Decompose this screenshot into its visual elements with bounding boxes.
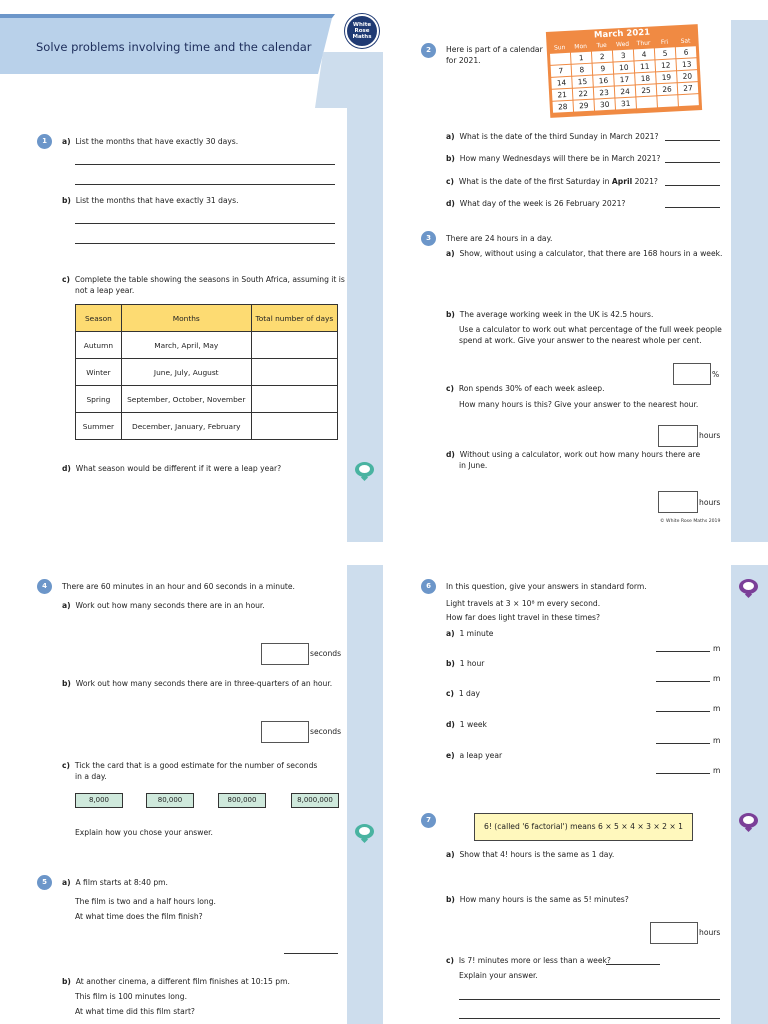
calendar-date-cell: 10 [614, 61, 635, 73]
thinking-bubble-icon [739, 579, 758, 594]
q3c [446, 383, 605, 394]
question-text: The average working week in the UK is 42.5 hours. [459, 310, 654, 319]
unit-label: seconds [310, 727, 342, 736]
calendar-date-cell: 3 [613, 50, 634, 62]
calendar-date-cell: 16 [593, 75, 614, 87]
calendar-date-cell: 30 [594, 99, 615, 111]
part-label: c) [446, 384, 454, 393]
discussion-bubble-icon [355, 462, 374, 477]
unit-label: seconds [310, 649, 342, 658]
answer-line[interactable] [284, 953, 338, 954]
part-label: a) [446, 850, 455, 859]
question-text: Explain your answer. [459, 971, 538, 980]
question-text: This film is 100 minutes long. [75, 992, 187, 1001]
table-cell: September, October, November [121, 386, 251, 413]
part-label: b) [62, 977, 71, 986]
calendar-day-header: Sun [553, 44, 566, 52]
question-text: in a day. [75, 772, 107, 781]
q1d [62, 463, 281, 474]
question-text: Is 7! minutes more or less than a week? [458, 956, 611, 965]
calendar-date-cell: 22 [573, 88, 594, 100]
part-label: a) [446, 629, 455, 638]
question-text: Explain how you chose your answer. [75, 828, 213, 837]
question-text: not a leap year. [75, 286, 135, 295]
q6-part [446, 719, 487, 730]
q7c [446, 955, 611, 966]
calendar-grid [546, 36, 702, 116]
q2d [446, 198, 625, 209]
header-side-shape [315, 52, 383, 108]
calendar-date-cell: 1 [571, 52, 592, 64]
q4a [62, 600, 265, 611]
part-label: b) [446, 659, 455, 668]
question-text: How far does light travel in these times? [446, 613, 601, 622]
question-text: a leap year [459, 751, 503, 760]
calendar-date-cell: 18 [635, 72, 656, 84]
part-label: b) [62, 679, 71, 688]
calendar-date-cell: 12 [655, 59, 676, 71]
question-text: There are 60 minutes in an hour and 60 seconds in a minute. [62, 582, 295, 591]
question-text: At what time did this film start? [75, 1007, 195, 1016]
answer-line[interactable] [75, 184, 335, 185]
answer-line[interactable] [75, 164, 335, 165]
unit-label: m [713, 704, 721, 713]
answer-line[interactable] [656, 681, 710, 682]
question-text: The film is two and a half hours long. [75, 897, 216, 906]
part-label: e) [446, 751, 455, 760]
answer-cell[interactable] [251, 359, 337, 386]
q3d [446, 449, 700, 460]
question-text: for 2021. [446, 56, 481, 65]
seasons-table [75, 304, 338, 440]
calendar-date-cell: 20 [677, 70, 698, 82]
unit-label: hours [699, 928, 721, 937]
part-label: a) [62, 878, 71, 887]
calendar-date-cell: 15 [572, 76, 593, 88]
answer-line[interactable] [656, 743, 710, 744]
logo-text-rose: Rose [354, 28, 370, 34]
discussion-bubble-icon [355, 824, 374, 839]
part-label: a) [446, 249, 455, 258]
logo-text-maths: Maths [352, 34, 372, 40]
q2c [446, 176, 658, 187]
part-label: c) [62, 761, 70, 770]
question-number: 6 [421, 579, 436, 594]
q4b [62, 678, 332, 689]
part-label: a) [62, 137, 71, 146]
calendar-date-cell: 25 [636, 84, 657, 96]
calendar-day-header: Sat [680, 37, 691, 45]
part-label: b) [62, 196, 71, 205]
question-number: 2 [421, 43, 436, 58]
answer-line[interactable] [665, 140, 720, 141]
question-number: 7 [421, 813, 436, 828]
part-label: c) [446, 177, 454, 186]
q6-part [446, 688, 480, 699]
question-text: 1 week [459, 720, 487, 729]
question-text: A film starts at 8:40 pm. [75, 878, 168, 887]
part-label: d) [446, 450, 455, 459]
table-cell: Spring [76, 386, 122, 413]
q1b [62, 195, 238, 206]
part-label: b) [446, 895, 455, 904]
calendar-date-cell: 11 [635, 60, 656, 72]
question-text-bold: April [611, 177, 633, 186]
calendar-date-cell [678, 94, 699, 106]
calendar-day-header: Tue [596, 41, 607, 50]
question-number: 5 [37, 875, 52, 890]
table-header: Season [76, 305, 122, 332]
answer-box[interactable] [673, 363, 711, 385]
calendar-date-cell: 6 [676, 46, 697, 58]
answer-line[interactable] [75, 243, 335, 244]
calendar-date-cell: 26 [657, 83, 678, 95]
question-text: 1 minute [459, 629, 494, 638]
question-text: Here is part of a calendar [446, 45, 543, 54]
answer-cell[interactable] [251, 332, 337, 359]
calendar-date-cell: 13 [676, 58, 697, 70]
table-cell: June, July, August [121, 359, 251, 386]
q1c [62, 274, 345, 285]
factorial-definition-box: 6! (called '6 factorial') means 6 × 5 × 4 × 3 × 2 × 1 [474, 813, 693, 841]
question-text: in June. [459, 461, 488, 470]
table-header: Total number of days [251, 305, 337, 332]
q2b [446, 153, 660, 164]
question-text: What is the date of the first Saturday in [458, 177, 612, 186]
question-number: 3 [421, 231, 436, 246]
answer-line[interactable] [665, 162, 720, 163]
calendar-date-cell: 31 [615, 97, 636, 109]
part-label: a) [446, 132, 455, 141]
q7b [446, 894, 629, 905]
question-text: Use a calculator to work out what percentage of the full week people [459, 325, 722, 334]
thinking-bubble-icon [739, 813, 758, 828]
answer-line[interactable] [459, 1018, 720, 1019]
part-label: c) [446, 956, 454, 965]
side-strip-top-right [731, 20, 768, 542]
estimate-card[interactable]: 800,000 [218, 793, 266, 808]
question-text: Ron spends 30% of each week asleep. [458, 384, 605, 393]
table-header: Months [121, 305, 251, 332]
question-text: How many hours is the same as 5! minutes? [459, 895, 629, 904]
answer-box[interactable] [650, 922, 698, 944]
calendar-date-cell: 27 [678, 82, 699, 94]
part-label: d) [446, 720, 455, 729]
question-text: What is the date of the third Sunday in March 2021? [459, 132, 659, 141]
q4c [62, 760, 317, 771]
question-text: Show, without using a calculator, that there are 168 hours in a week. [459, 249, 723, 258]
calendar-date-cell: 24 [615, 85, 636, 97]
calendar-date-cell [657, 95, 678, 107]
answer-line[interactable] [665, 185, 720, 186]
calendar-date-cell: 19 [656, 71, 677, 83]
unit-label: m [713, 674, 721, 683]
question-text: Show that 4! hours is the same as 1 day. [459, 850, 615, 859]
answer-cell[interactable] [251, 413, 337, 440]
calendar-day-header: Fri [660, 38, 669, 47]
question-text: Work out how many seconds there are in an hour. [75, 601, 265, 610]
calendar-date-cell: 28 [553, 101, 574, 113]
question-text: Tick the card that is a good estimate for the number of seconds [74, 761, 318, 770]
calendar-date-cell: 8 [572, 64, 593, 76]
header-banner [0, 14, 335, 74]
side-strip-bottom-middle [347, 565, 383, 1024]
answer-cell[interactable] [251, 386, 337, 413]
part-label: b) [446, 310, 455, 319]
answer-line[interactable] [656, 711, 710, 712]
answer-line[interactable] [656, 773, 710, 774]
q7a [446, 849, 614, 860]
question-text: At what time does the film finish? [75, 912, 203, 921]
part-label: d) [446, 199, 455, 208]
calendar-day-header: Mon [574, 42, 588, 51]
estimate-card[interactable]: 80,000 [146, 793, 194, 808]
question-text: How many hours is this? Give your answer to the nearest hour. [459, 400, 699, 409]
answer-line[interactable] [656, 651, 710, 652]
question-text: spend at work. Give your answer to the nearest whole per cent. [459, 336, 702, 345]
question-text: There are 24 hours in a day. [446, 234, 553, 243]
q6-part [446, 658, 484, 669]
table-row [76, 413, 338, 440]
unit-label: m [713, 644, 721, 653]
question-text: 2021? [632, 177, 658, 186]
question-text: How many Wednesdays will there be in March 2021? [459, 154, 661, 163]
estimate-card[interactable]: 8,000 [75, 793, 123, 808]
calendar-date-cell: 2 [592, 51, 613, 63]
q5a [62, 877, 168, 888]
q3a [446, 248, 722, 259]
question-text: What season would be different if it were a leap year? [75, 464, 282, 473]
calendar-date-cell: 9 [593, 63, 614, 75]
question-text: At another cinema, a different film finishes at 10:15 pm. [75, 977, 290, 986]
question-text: Without using a calculator, work out how many hours there are [459, 450, 701, 459]
answer-box[interactable] [261, 721, 309, 743]
answer-box[interactable] [658, 491, 698, 513]
unit-label: m [713, 766, 721, 775]
q6-part [446, 628, 493, 639]
calendar-date-cell: 21 [552, 89, 573, 101]
calendar-date-cell: 4 [634, 48, 655, 60]
part-label: d) [62, 464, 71, 473]
table-cell: Autumn [76, 332, 122, 359]
question-text: List the months that have exactly 31 days. [75, 196, 239, 205]
table-cell: March, April, May [121, 332, 251, 359]
side-strip-bottom-right [731, 565, 768, 1024]
table-row [76, 386, 338, 413]
question-text: Complete the table showing the seasons in South Africa, assuming it is [74, 275, 345, 284]
part-label: b) [446, 154, 455, 163]
q6-part [446, 750, 502, 761]
calendar-date-cell: 23 [594, 87, 615, 99]
table-cell: Summer [76, 413, 122, 440]
page-title: Solve problems involving time and the calendar [36, 40, 312, 54]
question-text: 1 day [458, 689, 481, 698]
answer-box[interactable] [658, 425, 698, 447]
calendar-date-cell: 17 [614, 73, 635, 85]
answer-box[interactable] [261, 643, 309, 665]
question-number: 1 [37, 134, 52, 149]
calendar-date-cell: 5 [655, 47, 676, 59]
part-label: a) [62, 601, 71, 610]
unit-label: hours [699, 431, 721, 440]
unit-label: m [713, 736, 721, 745]
march-calendar [546, 24, 702, 118]
white-rose-maths-logo [345, 14, 379, 48]
table-row [76, 332, 338, 359]
question-text: In this question, give your answers in standard form. [446, 582, 647, 591]
logo-text-white: White [352, 22, 372, 28]
calendar-date-cell: 29 [573, 100, 594, 112]
calendar-day-header: Wed [615, 40, 630, 49]
q3b [446, 309, 653, 320]
q2a [446, 131, 659, 142]
calendar-date-cell [550, 53, 571, 65]
q5b [62, 976, 290, 987]
answer-line[interactable] [606, 964, 660, 965]
q1a [62, 136, 238, 147]
question-text: What day of the week is 26 February 2021? [459, 199, 626, 208]
part-label: c) [446, 689, 454, 698]
table-cell: December, January, February [121, 413, 251, 440]
calendar-date-cell: 7 [551, 65, 572, 77]
calendar-day-header: Thur [636, 39, 651, 48]
question-text: List the months that have exactly 30 days. [75, 137, 239, 146]
answer-line[interactable] [75, 223, 335, 224]
question-text: Work out how many seconds there are in three-quarters of an hour. [75, 679, 333, 688]
answer-line[interactable] [459, 999, 720, 1000]
calendar-date-cell [636, 96, 657, 108]
calendar-title: March 2021 [593, 27, 651, 41]
table-row [76, 359, 338, 386]
question-number: 4 [37, 579, 52, 594]
unit-label: hours [699, 498, 721, 507]
part-label: c) [62, 275, 70, 284]
question-text: Light travels at 3 × 10⁸ m every second. [446, 599, 601, 608]
estimate-card[interactable]: 8,000,000 [291, 793, 339, 808]
table-cell: Winter [76, 359, 122, 386]
question-text: 1 hour [459, 659, 485, 668]
calendar-date-cell: 14 [551, 77, 572, 89]
copyright-text: © White Rose Maths 2019 [660, 519, 721, 524]
answer-line[interactable] [665, 207, 720, 208]
unit-label: % [712, 370, 720, 379]
